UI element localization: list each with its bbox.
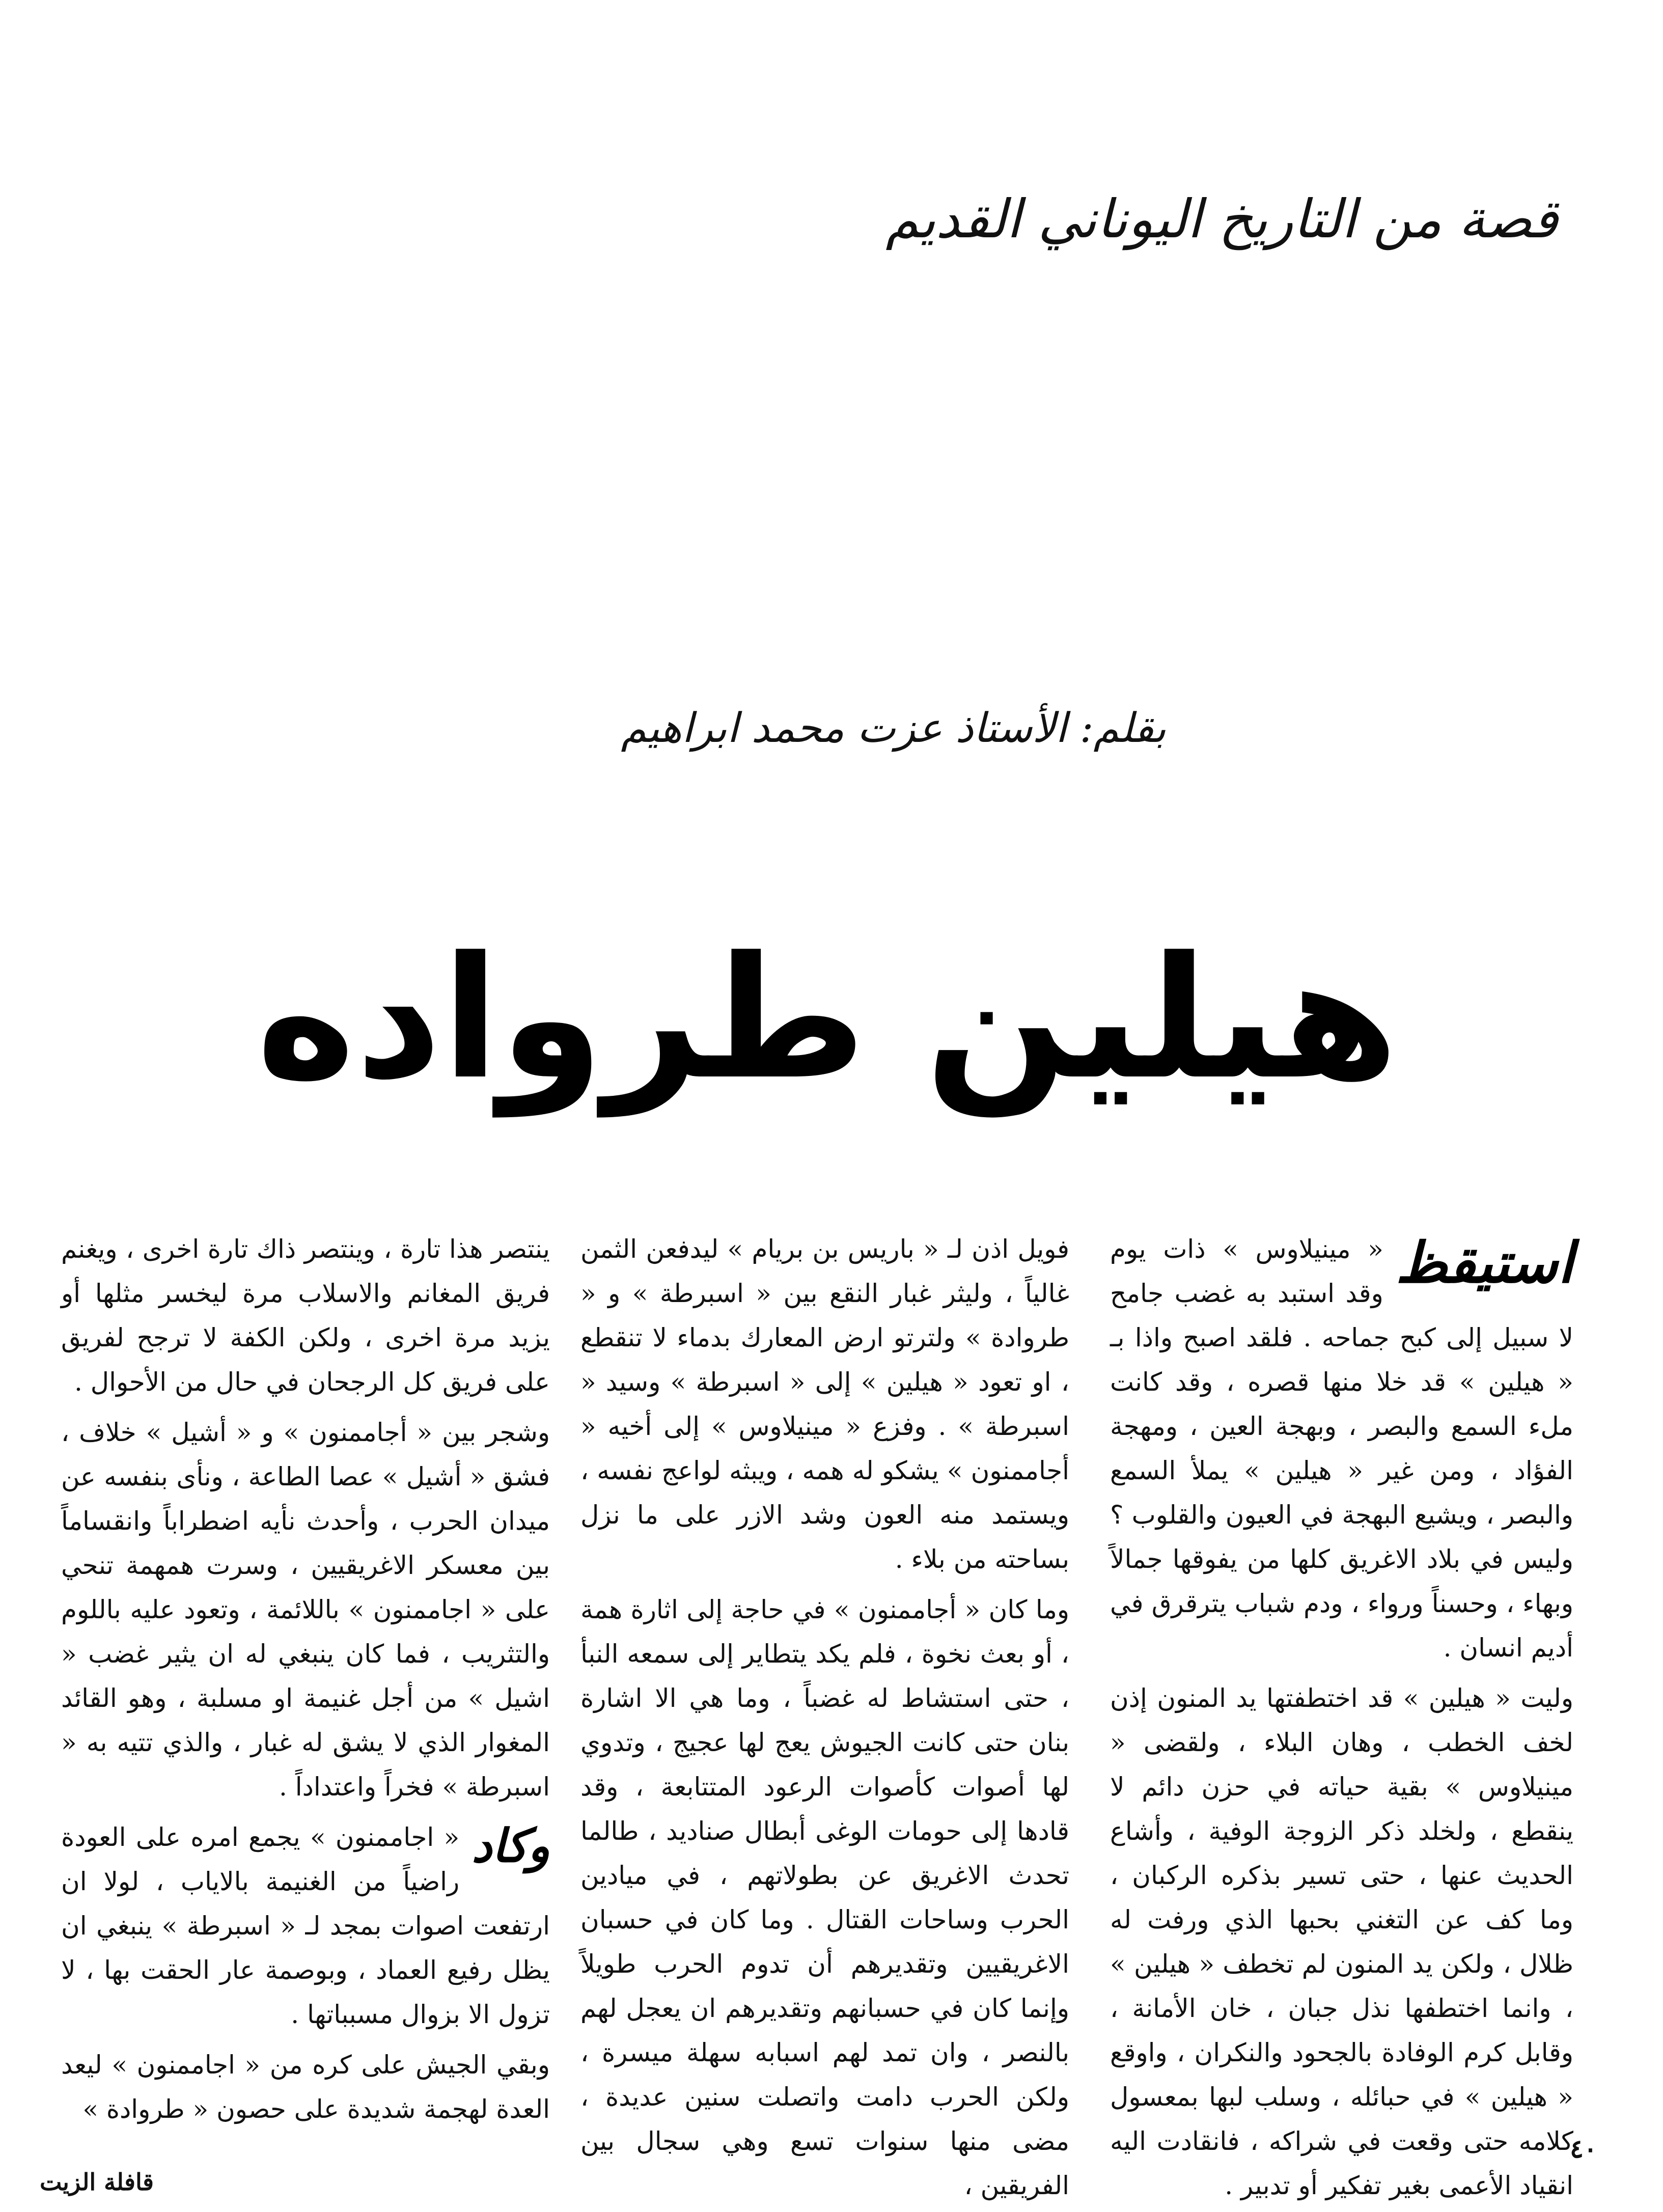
paragraph: ينتصر هذا تارة ، وينتصر ذاك تارة اخرى ، ويغنم فريق المغانم والاسلاب مرة ليخسر مثلها أو يزيد مرة اخرى ، ولكن الكفة لا ترجح لفريق على فريق كل الرجحان في حال من الأحوال . bbox=[61, 1234, 550, 1397]
text-column-left bbox=[61, 1227, 550, 2124]
text-column-middle bbox=[580, 1227, 1069, 2200]
paragraph-text: « اجاممنون » يجمع امره على العودة راضياً من الغنيمة بالاياب ، لولا ان ارتفعت اصوات بمجد لـ « اسبرطة » ينبغي ان يظل رفيع العماد ، وبوصمة عار الحقت بها ، لا تزول الا بزوال مسبباتها . bbox=[61, 1822, 550, 2029]
paragraph: وبقي الجيش على كره من « اجاممنون » ليعد العدة لهجمة شديدة على حصون « طروادة » bbox=[61, 2050, 550, 2124]
lead-word: استيقظ bbox=[1395, 1230, 1573, 1295]
page-number: ٤٠ bbox=[1570, 2134, 1597, 2164]
paragraph: وليت « هيلين » قد اختطفتها يد المنون إذن لخف الخطب ، وهان البلاء ، ولقضى « مينيلاوس » بقية حياته في حزن دائم لا ينقطع ، ولخلد ذكر الزوجة الوفية ، وأشاع الحديث عنها ، حتى تسير بذكره الركبان ، وما كف عن التغني بحبها الذي ورفت له ظلال ، ولكن يد المنون لم تخطف « هيلين » ، وانما اختطفها نذل جبان ، خان الأمانة ، وقابل كرم الوفادة بالجحود والنكران ، واوقع « هيلين » في حبائله ، وسلب لبها بمعسول كلامه حتى وقعت في شراكه ، فانقادت اليه انقياد الأعمى بغير تفكير أو تدبير . bbox=[1110, 1683, 1573, 2200]
article-title: هيلين طرواده bbox=[256, 921, 1399, 1116]
paragraph: وما كان « أجاممنون » في حاجة إلى اثارة همة ، أو بعث نخوة ، فلم يكد يتطاير إلى سمعه النبأ ، حتى استشاط له غضباً ، وما هي الا اشارة بنان حتى كانت الجيوش يعج لها عجيج ، وتدوي لها أصوات كأصوات الرعود المتتابعة ، وقد قادها إلى حومات الوغى أبطال صناديد ، طالما تحدث الاغريق عن بطولاتهم ، في ميادين الحرب وساحات القتال . وما كان في حسبان الاغريقيين وتقديرهم أن تدوم الحرب طويلاً وإنما كان في حسبانهم وتقديرهم ان يعجل لهم بالنصر ، وان تمد لهم اسبابه سهلة ميسرة ، ولكن الحرب دامت واتصلت سنين عديدة ، مضى منها سنوات تسع وهي سجال بين الفريقين ، bbox=[580, 1595, 1069, 2200]
article-subtitle: قصة من التاريخ اليوناني القديم bbox=[885, 188, 1558, 250]
text-column-right bbox=[1110, 1227, 1573, 2200]
magazine-name: قافلة الزيت bbox=[39, 2168, 154, 2196]
paragraph: « مينيلاوس » ذات يوم وقد استبد به غضب جامح لا سبيل إلى كبح جماحه . فلقد اصبح واذا بـ « هيلين » قد خلا منها قصره ، وقد كانت ملء السمع والبصر ، وبهجة العين ، ومهجة الفؤاد ، ومن غير « هيلين » يملأ السمع والبصر ، ويشيع البهجة في العيون والقلوب ؟ وليس في بلاد الاغريق كلها من يفوقها جمالاً وبهاء ، وحسناً ورواء ، ودم شباب يترقرق في أديم انسان . bbox=[1110, 1234, 1573, 1663]
author-byline: بقلم: الأستاذ عزت محمد ابراهيم bbox=[621, 704, 1166, 752]
lead-word: وكاد bbox=[472, 1819, 550, 1873]
paragraph bbox=[61, 1815, 550, 2037]
paragraph: وشجر بين « أجاممنون » و « أشيل » خلاف ، فشق « أشيل » عصا الطاعة ، ونأى بنفسه عن ميدان الحرب ، وأحدث نأيه اضطراباً وانقساماً بين معسكر الاغريقيين ، وسرت همهمة تنحي على « اجاممنون » باللائمة ، وتعود عليه باللوم والتثريب ، فما كان ينبغي له ان يثير غضب « اشيل » من أجل غنيمة او مسلبة ، وهو القائد المغوار الذي لا يشق له غبار ، والذي تتيه به « اسبرطة » فخراً واعتداداً . bbox=[61, 1418, 550, 1802]
paragraph: فويل اذن لـ « باريس بن بريام » ليدفعن الثمن غالياً ، وليثر غبار النقع بين « اسبرطة » و « طروادة » ولترتو ارض المعارك بدماء لا تنقطع ، او تعود « هيلين » إلى « اسبرطة » وسيد « اسبرطة » . وفزع « مينيلاوس » إلى أخيه « أجاممنون » يشكو له همه ، ويبثه لواعج نفسه ، ويستمد منه العون وشد الازر على ما نزل بساحته من بلاء . bbox=[580, 1234, 1069, 1574]
